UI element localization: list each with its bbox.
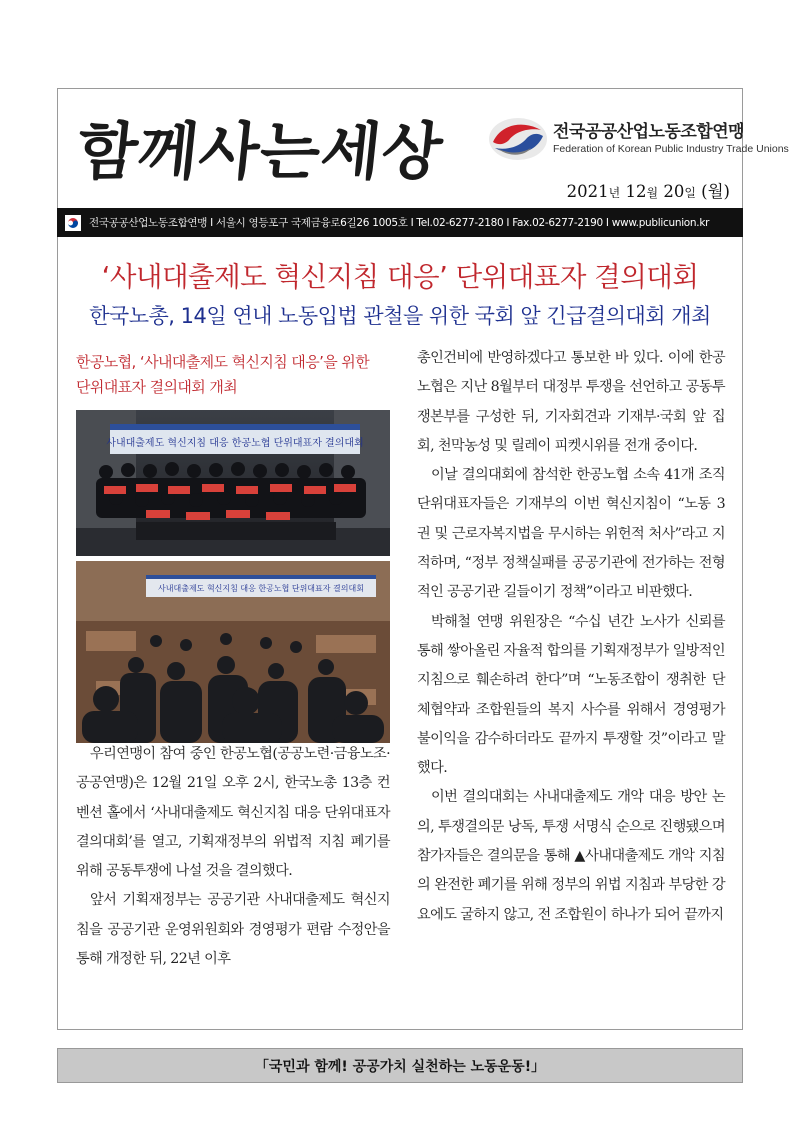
korean-flag-icon — [65, 215, 81, 231]
article-headline: ‘사내대출제도 혁신지침 대응’ 단위대표자 결의대회 — [101, 261, 699, 293]
footer-slogan-bar — [57, 1048, 743, 1083]
footer-slogan: 「국민과 함께! 공공가치 실천하는 노동운동!」 — [254, 1058, 546, 1075]
date-month-unit: 월 — [646, 186, 659, 200]
photo1-banner-text: 사내대출제도 혁신지침 대응 한공노협 단위대표자 결의대회 — [106, 438, 364, 449]
right-paragraph-3: 박해철 연맹 위원장은 “수십 년간 노사가 신뢰를 통해 쌓아올린 자율적 합의를 기획재정부가 일방적인 지침으로 훼손하려 한다”며 “노동조합이 쟁취한 단체협약과 조합원들의 복지 사수를 위해서 경영평가 불이익을 감수하더라도 끝까지 투쟁할 것”이라고 말했다. — [417, 613, 725, 777]
date-year-unit: 년 — [608, 186, 621, 200]
issue-date — [567, 178, 730, 202]
photo2-banner-text: 사내대출제도 혁신지침 대응 한공노협 단위대표자 결의대회 — [158, 584, 364, 593]
contact-info-text: 전국공공산업노동조합연맹 I 서울시 영등포구 국제금융로6길26 1005호 I Tel.02-6277-2180 I Fax.02-6277-2190 I www.publicunion.kr — [89, 217, 710, 229]
federation-logo-icon — [487, 114, 549, 164]
meeting-hall-photo — [76, 561, 390, 743]
article-subheadline: 한국노총, 14일 연내 노동입법 관철을 위한 국회 앞 긴급결의대회 개최 — [89, 304, 711, 328]
right-paragraph-4: 이번 결의대회는 사내대출제도 개악 대응 방안 논의, 투쟁결의문 낭독, 투쟁 서명식 순으로 진행됐으며 참가자들은 결의문을 통해 ▲사내대출제도 개악 지침의 완전한 폐기를 위해 정부의 위법 지침과 부당한 강요에도 굴하지 않고, 전 조합원이 하나가 되어 끝까지 — [417, 789, 725, 923]
right-paragraph-1: 총인건비에 반영하겠다고 통보한 바 있다. 이에 한공노협은 지난 8월부터 대정부 투쟁을 선언하고 공동투쟁본부를 구성한 뒤, 기자회견과 기재부·국회 앞 집회, 천막농성 및 릴레이 피켓시위를 전개 중이다. — [417, 350, 725, 454]
newsletter-title: 함께사는세상 — [73, 115, 447, 188]
side-heading-line-2: 단위대표자 결의대회 개최 — [76, 378, 238, 396]
date-weekday: (월) — [701, 182, 730, 201]
right-column-body — [417, 344, 725, 930]
left-column-heading — [76, 350, 390, 400]
org-name-english: Federation of Korean Public Industry Trade Unions — [553, 143, 789, 155]
left-paragraph-1: 우리연맹이 참여 중인 한공노협(공공노련·금융노조·공공연맹)은 12월 21일 오후 2시, 한국노총 13층 컨벤션 홀에서 ‘사내대출제도 혁신지침 대응 단위대표자 결의대회’를 열고, 기획재정부의 위법적 지침 폐기를 위해 공동투쟁에 나설 것을 결의했다. — [76, 746, 390, 880]
group-photo — [76, 410, 390, 556]
org-name-korean: 전국공공산업노동조합연맹 — [553, 122, 745, 142]
contact-info-bar — [57, 208, 743, 237]
date-day-unit: 일 — [684, 186, 696, 200]
left-column-body — [76, 740, 390, 974]
side-heading-line-1: 한공노협, ‘사내대출제도 혁신지침 대응’을 위한 — [76, 353, 370, 371]
date-year: 2021 — [566, 182, 609, 201]
masthead — [73, 96, 478, 196]
date-month: 12 — [625, 182, 647, 201]
left-paragraph-2: 앞서 기획재정부는 공공기관 사내대출제도 혁신지침을 공공기관 운영위원회와 경영평가 편람 수정안을 통해 개정한 뒤, 22년 이후 — [76, 892, 390, 968]
date-day: 20 — [663, 182, 685, 201]
right-paragraph-2: 이날 결의대회에 참석한 한공노협 소속 41개 조직 단위대표자들은 기재부의 이번 혁신지침이 “노동 3권 및 근로자복지법을 무시하는 위헌적 처사”라고 지적하며, “정부 정책실패를 공공기관에 전가하는 전형적인 공공기관 길들이기 정책”이라고 비판했다. — [417, 467, 725, 601]
